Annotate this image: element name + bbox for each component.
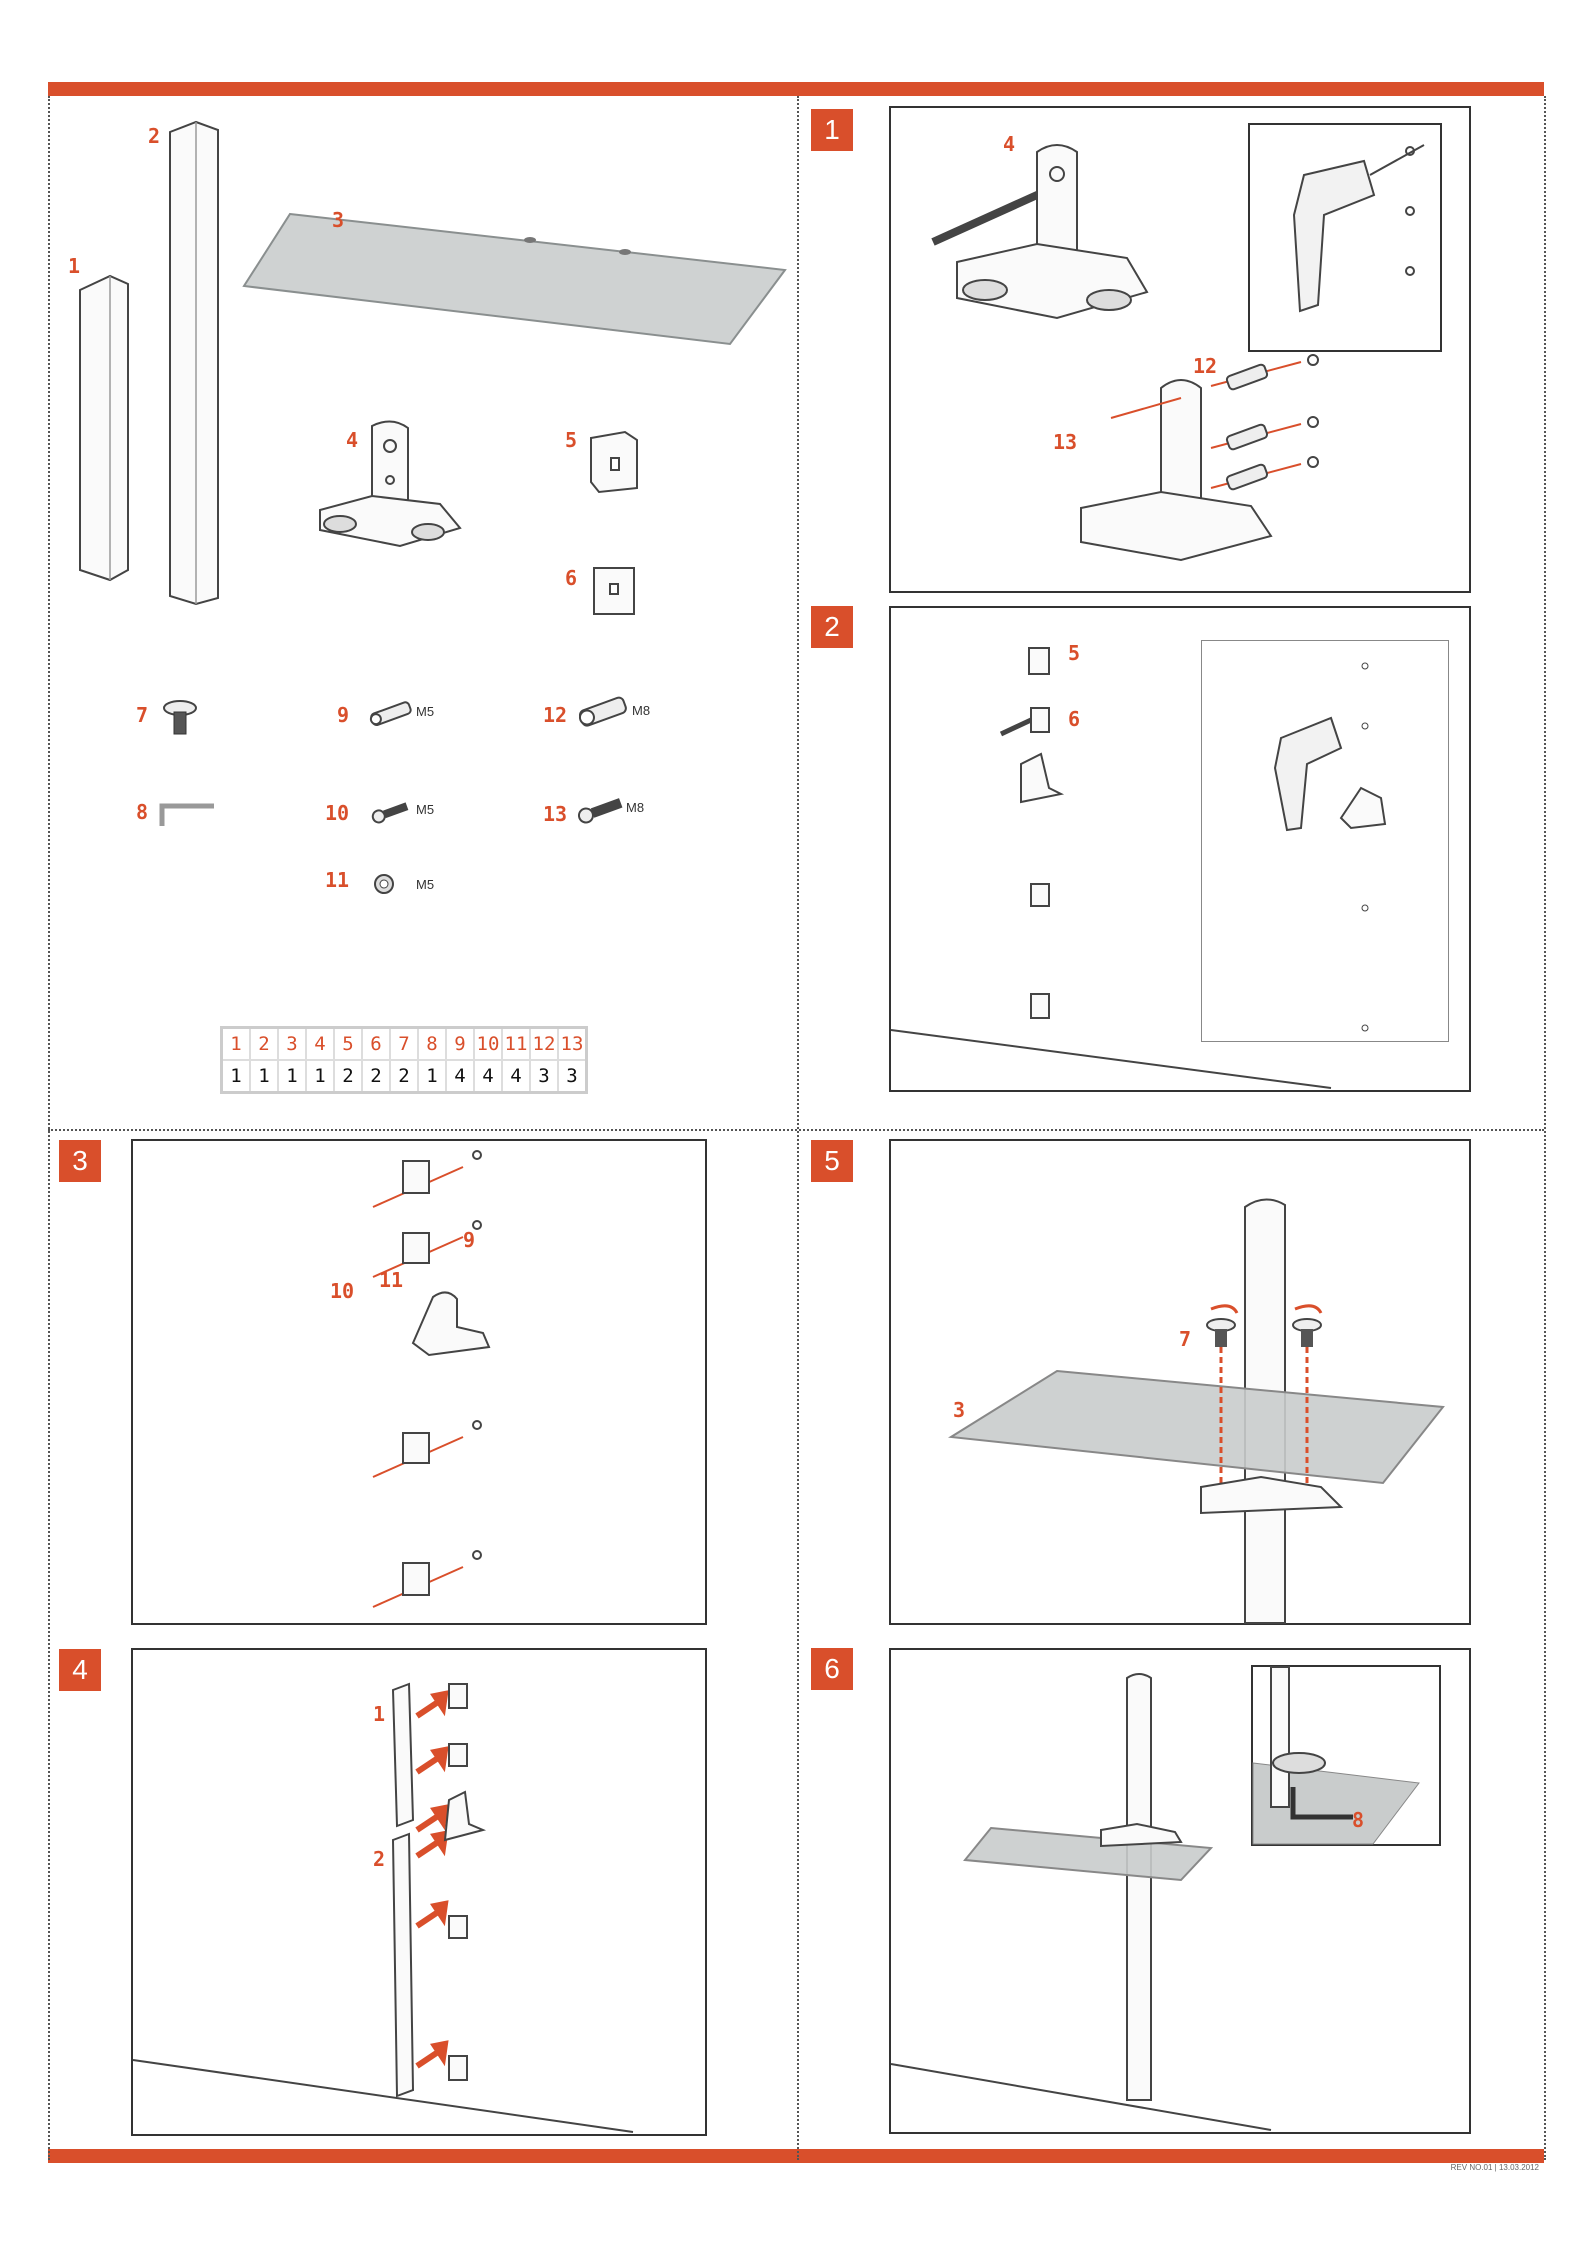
step-2-label-6: 6 xyxy=(1068,707,1081,731)
part-number-cell: 4 xyxy=(306,1028,334,1061)
part-label-5: 5 xyxy=(565,428,578,452)
part-label-8: 8 xyxy=(136,800,149,824)
step-5-label-3: 3 xyxy=(953,1398,966,1422)
wall-plug-m8-illustration xyxy=(574,696,630,728)
step-1-label-4: 4 xyxy=(1003,132,1016,156)
part-label-1: 1 xyxy=(68,254,81,278)
bracket-on-rod-illustration xyxy=(927,132,1177,332)
top-bar xyxy=(48,82,1544,96)
part-label-7: 7 xyxy=(136,703,149,727)
quantity-cell: 2 xyxy=(390,1060,418,1093)
step-6-label-8: 8 xyxy=(1352,1808,1365,1832)
step-4-label-1: 1 xyxy=(373,1702,386,1726)
quantity-cell: 3 xyxy=(530,1060,558,1093)
shelf-bolt-illustration xyxy=(160,700,200,740)
quantity-row xyxy=(222,1060,587,1093)
drill-inset xyxy=(1248,123,1442,352)
step-1-panel xyxy=(889,106,1471,593)
part-number-cell: 11 xyxy=(502,1028,530,1061)
part-number-cell: 1 xyxy=(222,1028,251,1061)
step-badge-4: 4 xyxy=(59,1649,101,1691)
horizontal-divider xyxy=(48,1129,1544,1131)
vertical-divider xyxy=(797,96,799,2160)
part-label-10: 10 xyxy=(325,801,350,825)
step-2-panel xyxy=(889,606,1471,1092)
spec-10: M5 xyxy=(416,802,435,817)
quantity-cell: 1 xyxy=(306,1060,334,1093)
part-label-12: 12 xyxy=(543,703,568,727)
profile-mounting-illustration xyxy=(383,1680,503,2100)
quantity-cell: 1 xyxy=(278,1060,306,1093)
revision-footer: REV NO.01 | 13.03.2012 xyxy=(1450,2163,1539,2172)
quantity-cell: 3 xyxy=(558,1060,587,1093)
part-label-6: 6 xyxy=(565,566,578,590)
profile-short-illustration xyxy=(70,270,150,590)
shelf-bolts-illustration xyxy=(1191,1317,1351,1517)
quantity-cell: 4 xyxy=(474,1060,502,1093)
spec-12: M8 xyxy=(632,703,651,718)
step-5-panel xyxy=(889,1139,1471,1625)
inset-detail-illustration xyxy=(1253,1667,1439,1844)
part-number-cell: 5 xyxy=(334,1028,362,1061)
step-6-panel xyxy=(889,1648,1471,2134)
part-label-13: 13 xyxy=(543,802,568,826)
quantity-cell: 2 xyxy=(362,1060,390,1093)
step-badge-2: 2 xyxy=(811,606,853,648)
part-number-cell: 6 xyxy=(362,1028,390,1061)
quantity-cell: 2 xyxy=(334,1060,362,1093)
part-number-cell: 7 xyxy=(390,1028,418,1061)
profile-long-illustration xyxy=(160,118,230,608)
drill-on-wall-illustration xyxy=(1261,698,1401,838)
part-number-cell: 13 xyxy=(558,1028,587,1061)
step-badge-6: 6 xyxy=(811,1648,853,1690)
step-badge-3: 3 xyxy=(59,1140,101,1182)
step-1-label-12: 12 xyxy=(1193,354,1218,378)
step-3-label-10: 10 xyxy=(330,1279,355,1303)
step-3-panel xyxy=(131,1139,707,1625)
part-label-11: 11 xyxy=(325,868,350,892)
glass-shelf-illustration xyxy=(240,210,790,350)
quantity-cell: 1 xyxy=(222,1060,251,1093)
step-5-label-7: 7 xyxy=(1179,1327,1192,1351)
wall-hole-marks xyxy=(1357,658,1373,1038)
step-2-label-5: 5 xyxy=(1068,641,1081,665)
quantity-cell: 4 xyxy=(502,1060,530,1093)
part-number-cell: 9 xyxy=(446,1028,474,1061)
fixing-sequence-illustration xyxy=(333,1147,533,1617)
step-4-label-2: 2 xyxy=(373,1847,386,1871)
part-label-3: 3 xyxy=(332,208,345,232)
assembled-unit-illustration xyxy=(961,1670,1221,2120)
part-label-9: 9 xyxy=(337,703,350,727)
part-number-cell: 3 xyxy=(278,1028,306,1061)
spec-11: M5 xyxy=(416,877,435,892)
part-number-cell: 8 xyxy=(418,1028,446,1061)
step-badge-1: 1 xyxy=(811,109,853,151)
wall-bracket-illustration xyxy=(310,420,470,560)
square-plate-illustration xyxy=(590,562,640,622)
step-1-label-13: 13 xyxy=(1053,430,1078,454)
hex-key-inset xyxy=(1251,1665,1441,1846)
drill-hole-marks xyxy=(1400,145,1420,275)
wall-plug-m5-illustration xyxy=(365,700,415,728)
nut-m5-illustration xyxy=(372,872,396,896)
part-label-4: 4 xyxy=(346,428,359,452)
quantity-table xyxy=(220,1026,588,1094)
step-3-label-11: 11 xyxy=(379,1268,404,1292)
drill-icon xyxy=(1274,155,1394,335)
part-number-cell: 2 xyxy=(250,1028,278,1061)
bracket-with-anchors-illustration xyxy=(1051,358,1331,568)
quantity-cell: 1 xyxy=(418,1060,446,1093)
part-number-row xyxy=(222,1028,587,1061)
clip-illustration xyxy=(585,428,645,498)
step-4-panel xyxy=(131,1648,707,2136)
step-3-label-9: 9 xyxy=(463,1228,476,1252)
hex-key-illustration xyxy=(158,800,218,830)
parts-column-illustration xyxy=(1001,644,1081,1024)
step-badge-5: 5 xyxy=(811,1140,853,1182)
screw-m8-illustration xyxy=(576,795,626,825)
part-label-2: 2 xyxy=(148,124,161,148)
part-number-cell: 12 xyxy=(530,1028,558,1061)
spec-13: M8 xyxy=(626,800,645,815)
part-number-cell: 10 xyxy=(474,1028,502,1061)
quantity-cell: 4 xyxy=(446,1060,474,1093)
quantity-cell: 1 xyxy=(250,1060,278,1093)
spec-9: M5 xyxy=(416,704,435,719)
screw-m5-illustration xyxy=(370,798,412,826)
